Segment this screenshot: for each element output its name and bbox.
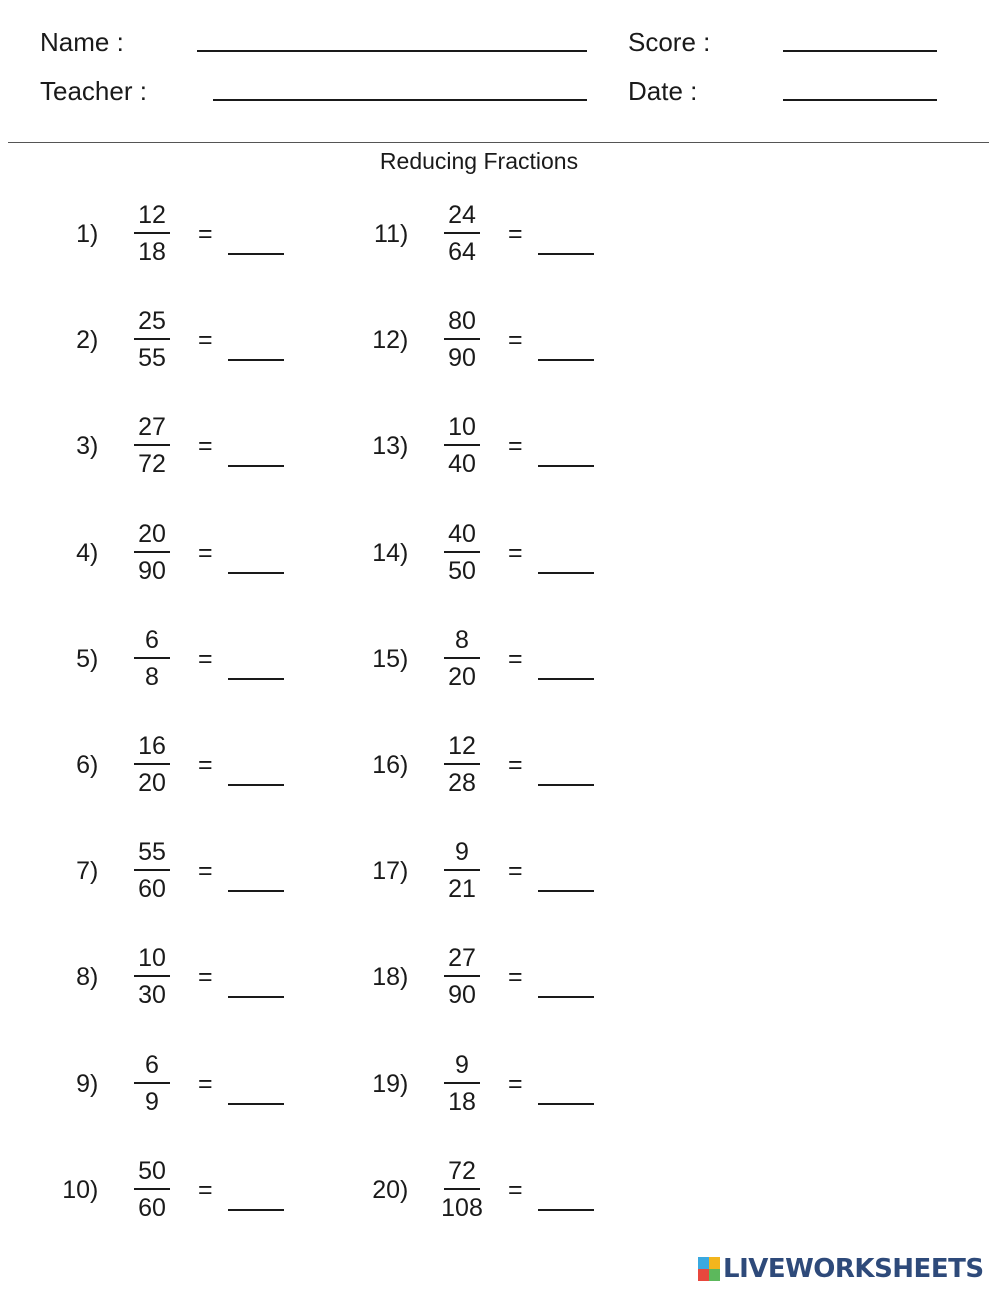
problem-number: 18 bbox=[372, 963, 400, 991]
answer-blank[interactable] bbox=[228, 465, 284, 467]
problem-paren: ) bbox=[400, 326, 409, 354]
answer-blank[interactable] bbox=[538, 890, 594, 892]
teacher-field[interactable] bbox=[213, 99, 587, 101]
answer-blank[interactable] bbox=[228, 1209, 284, 1211]
numerator: 20 bbox=[138, 520, 166, 548]
fraction bbox=[432, 1154, 492, 1226]
problem-number: 2 bbox=[76, 326, 90, 354]
numerator: 8 bbox=[455, 626, 469, 654]
denominator: 90 bbox=[138, 557, 166, 585]
problem-paren: ) bbox=[400, 1070, 409, 1098]
equals-sign: = bbox=[508, 857, 523, 885]
problem-paren: ) bbox=[400, 432, 409, 460]
problem-number: 1 bbox=[76, 220, 90, 248]
problem-number: 11 bbox=[374, 220, 400, 248]
denominator: 90 bbox=[448, 344, 476, 372]
problem-19 bbox=[360, 1048, 660, 1128]
numerator: 80 bbox=[448, 307, 476, 335]
problem-paren: ) bbox=[400, 220, 409, 248]
problem-14 bbox=[360, 517, 660, 597]
numerator: 12 bbox=[138, 201, 166, 229]
liveworksheets-logo-icon bbox=[698, 1257, 720, 1281]
page-title: Reducing Fractions bbox=[379, 148, 579, 174]
name-field[interactable] bbox=[197, 50, 587, 52]
denominator: 9 bbox=[145, 1088, 159, 1116]
fraction bbox=[122, 623, 182, 695]
equals-sign: = bbox=[198, 751, 213, 779]
denominator: 60 bbox=[138, 875, 166, 903]
answer-blank[interactable] bbox=[228, 253, 284, 255]
answer-blank[interactable] bbox=[538, 996, 594, 998]
problem-paren: ) bbox=[90, 1176, 99, 1204]
answer-blank[interactable] bbox=[538, 572, 594, 574]
problem-paren: ) bbox=[90, 857, 99, 885]
fraction bbox=[432, 623, 492, 695]
name-label: Name : bbox=[40, 27, 124, 57]
numerator: 9 bbox=[455, 1051, 469, 1079]
denominator: 28 bbox=[448, 769, 476, 797]
fraction bbox=[432, 517, 492, 589]
denominator: 50 bbox=[448, 557, 476, 585]
denominator: 30 bbox=[138, 981, 166, 1009]
denominator: 18 bbox=[448, 1088, 476, 1116]
score-field[interactable] bbox=[783, 50, 937, 52]
problem-paren: ) bbox=[400, 751, 409, 779]
problem-paren: ) bbox=[90, 1070, 99, 1098]
problem-9 bbox=[50, 1048, 350, 1128]
numerator: 12 bbox=[448, 732, 476, 760]
numerator: 6 bbox=[145, 1051, 159, 1079]
problem-number: 9 bbox=[76, 1070, 90, 1098]
denominator: 40 bbox=[448, 450, 476, 478]
denominator: 20 bbox=[138, 769, 166, 797]
problem-10 bbox=[50, 1154, 350, 1234]
fraction bbox=[122, 1154, 182, 1226]
problem-number: 12 bbox=[372, 326, 400, 354]
answer-blank[interactable] bbox=[538, 359, 594, 361]
answer-blank[interactable] bbox=[228, 359, 284, 361]
denominator: 64 bbox=[448, 238, 476, 266]
fraction bbox=[122, 941, 182, 1013]
problem-paren: ) bbox=[90, 432, 99, 460]
date-field[interactable] bbox=[783, 99, 937, 101]
answer-blank[interactable] bbox=[538, 678, 594, 680]
problem-paren: ) bbox=[90, 645, 99, 673]
problem-paren: ) bbox=[400, 539, 409, 567]
fraction bbox=[432, 304, 492, 376]
numerator: 24 bbox=[448, 201, 476, 229]
numerator: 9 bbox=[455, 838, 469, 866]
fraction bbox=[122, 517, 182, 589]
problem-paren: ) bbox=[400, 645, 409, 673]
problem-8 bbox=[50, 941, 350, 1021]
problem-number: 4 bbox=[76, 539, 90, 567]
problem-4 bbox=[50, 517, 350, 597]
problem-paren: ) bbox=[400, 1176, 409, 1204]
problem-13 bbox=[360, 410, 660, 490]
problem-15 bbox=[360, 623, 660, 703]
equals-sign: = bbox=[508, 645, 523, 673]
equals-sign: = bbox=[198, 539, 213, 567]
problem-number: 3 bbox=[76, 432, 90, 460]
problem-number: 16 bbox=[372, 751, 400, 779]
problem-3 bbox=[50, 410, 350, 490]
problem-number: 14 bbox=[372, 539, 400, 567]
problem-12 bbox=[360, 304, 660, 384]
problem-number: 17 bbox=[372, 857, 400, 885]
numerator: 16 bbox=[138, 732, 166, 760]
fraction bbox=[122, 729, 182, 801]
denominator: 18 bbox=[138, 238, 166, 266]
problem-number: 19 bbox=[372, 1070, 400, 1098]
numerator: 6 bbox=[145, 626, 159, 654]
problem-17 bbox=[360, 835, 660, 915]
denominator: 8 bbox=[145, 663, 159, 691]
problem-paren: ) bbox=[90, 326, 99, 354]
numerator: 72 bbox=[448, 1157, 476, 1185]
equals-sign: = bbox=[198, 857, 213, 885]
problem-6 bbox=[50, 729, 350, 809]
numerator: 40 bbox=[448, 520, 476, 548]
equals-sign: = bbox=[508, 751, 523, 779]
problem-5 bbox=[50, 623, 350, 703]
problem-2 bbox=[50, 304, 350, 384]
fraction bbox=[122, 410, 182, 482]
numerator: 25 bbox=[138, 307, 166, 335]
equals-sign: = bbox=[508, 963, 523, 991]
problem-paren: ) bbox=[400, 857, 409, 885]
fraction bbox=[432, 410, 492, 482]
equals-sign: = bbox=[508, 1070, 523, 1098]
problem-paren: ) bbox=[400, 963, 409, 991]
answer-blank[interactable] bbox=[538, 253, 594, 255]
denominator: 90 bbox=[448, 981, 476, 1009]
equals-sign: = bbox=[198, 220, 213, 248]
numerator: 27 bbox=[448, 944, 476, 972]
equals-sign: = bbox=[508, 220, 523, 248]
answer-blank[interactable] bbox=[538, 1103, 594, 1105]
equals-sign: = bbox=[198, 1176, 213, 1204]
fraction bbox=[122, 198, 182, 270]
fraction bbox=[432, 729, 492, 801]
brand-logo bbox=[698, 1253, 984, 1285]
problem-paren: ) bbox=[90, 963, 99, 991]
answer-blank[interactable] bbox=[228, 996, 284, 998]
problem-number: 8 bbox=[76, 963, 90, 991]
equals-sign: = bbox=[198, 432, 213, 460]
answer-blank[interactable] bbox=[538, 784, 594, 786]
fraction bbox=[122, 304, 182, 376]
problem-18 bbox=[360, 941, 660, 1021]
denominator: 55 bbox=[138, 344, 166, 372]
problem-16 bbox=[360, 729, 660, 809]
fraction bbox=[432, 1048, 492, 1120]
problem-number: 15 bbox=[372, 645, 400, 673]
numerator: 50 bbox=[138, 1157, 166, 1185]
numerator: 10 bbox=[448, 413, 476, 441]
brand-text: LIVEWORKSHEETS bbox=[723, 1254, 984, 1284]
denominator: 108 bbox=[441, 1194, 483, 1222]
fraction bbox=[122, 1048, 182, 1120]
equals-sign: = bbox=[198, 645, 213, 673]
denominator: 60 bbox=[138, 1194, 166, 1222]
problem-paren: ) bbox=[90, 220, 99, 248]
numerator: 55 bbox=[138, 838, 166, 866]
problem-number: 7 bbox=[76, 857, 90, 885]
fraction bbox=[432, 941, 492, 1013]
equals-sign: = bbox=[508, 326, 523, 354]
problem-number: 5 bbox=[76, 645, 90, 673]
equals-sign: = bbox=[508, 432, 523, 460]
answer-blank[interactable] bbox=[228, 572, 284, 574]
numerator: 10 bbox=[138, 944, 166, 972]
header-divider bbox=[8, 142, 989, 143]
answer-blank[interactable] bbox=[538, 465, 594, 467]
answer-blank[interactable] bbox=[228, 1103, 284, 1105]
problem-number: 13 bbox=[372, 432, 400, 460]
equals-sign: = bbox=[198, 1070, 213, 1098]
problem-7 bbox=[50, 835, 350, 915]
fraction bbox=[122, 835, 182, 907]
numerator: 27 bbox=[138, 413, 166, 441]
date-label: Date : bbox=[628, 76, 698, 106]
answer-blank[interactable] bbox=[228, 678, 284, 680]
teacher-label: Teacher : bbox=[40, 76, 147, 106]
equals-sign: = bbox=[508, 1176, 523, 1204]
answer-blank[interactable] bbox=[538, 1209, 594, 1211]
denominator: 20 bbox=[448, 663, 476, 691]
problem-number: 6 bbox=[76, 751, 90, 779]
problem-1 bbox=[50, 198, 350, 278]
answer-blank[interactable] bbox=[228, 784, 284, 786]
problem-20 bbox=[360, 1154, 660, 1234]
problem-paren: ) bbox=[90, 751, 99, 779]
denominator: 72 bbox=[138, 450, 166, 478]
fraction bbox=[432, 835, 492, 907]
fraction bbox=[432, 198, 492, 270]
equals-sign: = bbox=[198, 326, 213, 354]
score-label: Score : bbox=[628, 27, 711, 57]
equals-sign: = bbox=[508, 539, 523, 567]
denominator: 21 bbox=[448, 875, 476, 903]
problem-11 bbox=[360, 198, 660, 278]
equals-sign: = bbox=[198, 963, 213, 991]
problem-number: 10 bbox=[62, 1176, 90, 1204]
answer-blank[interactable] bbox=[228, 890, 284, 892]
problem-number: 20 bbox=[372, 1176, 400, 1204]
problem-paren: ) bbox=[90, 539, 99, 567]
